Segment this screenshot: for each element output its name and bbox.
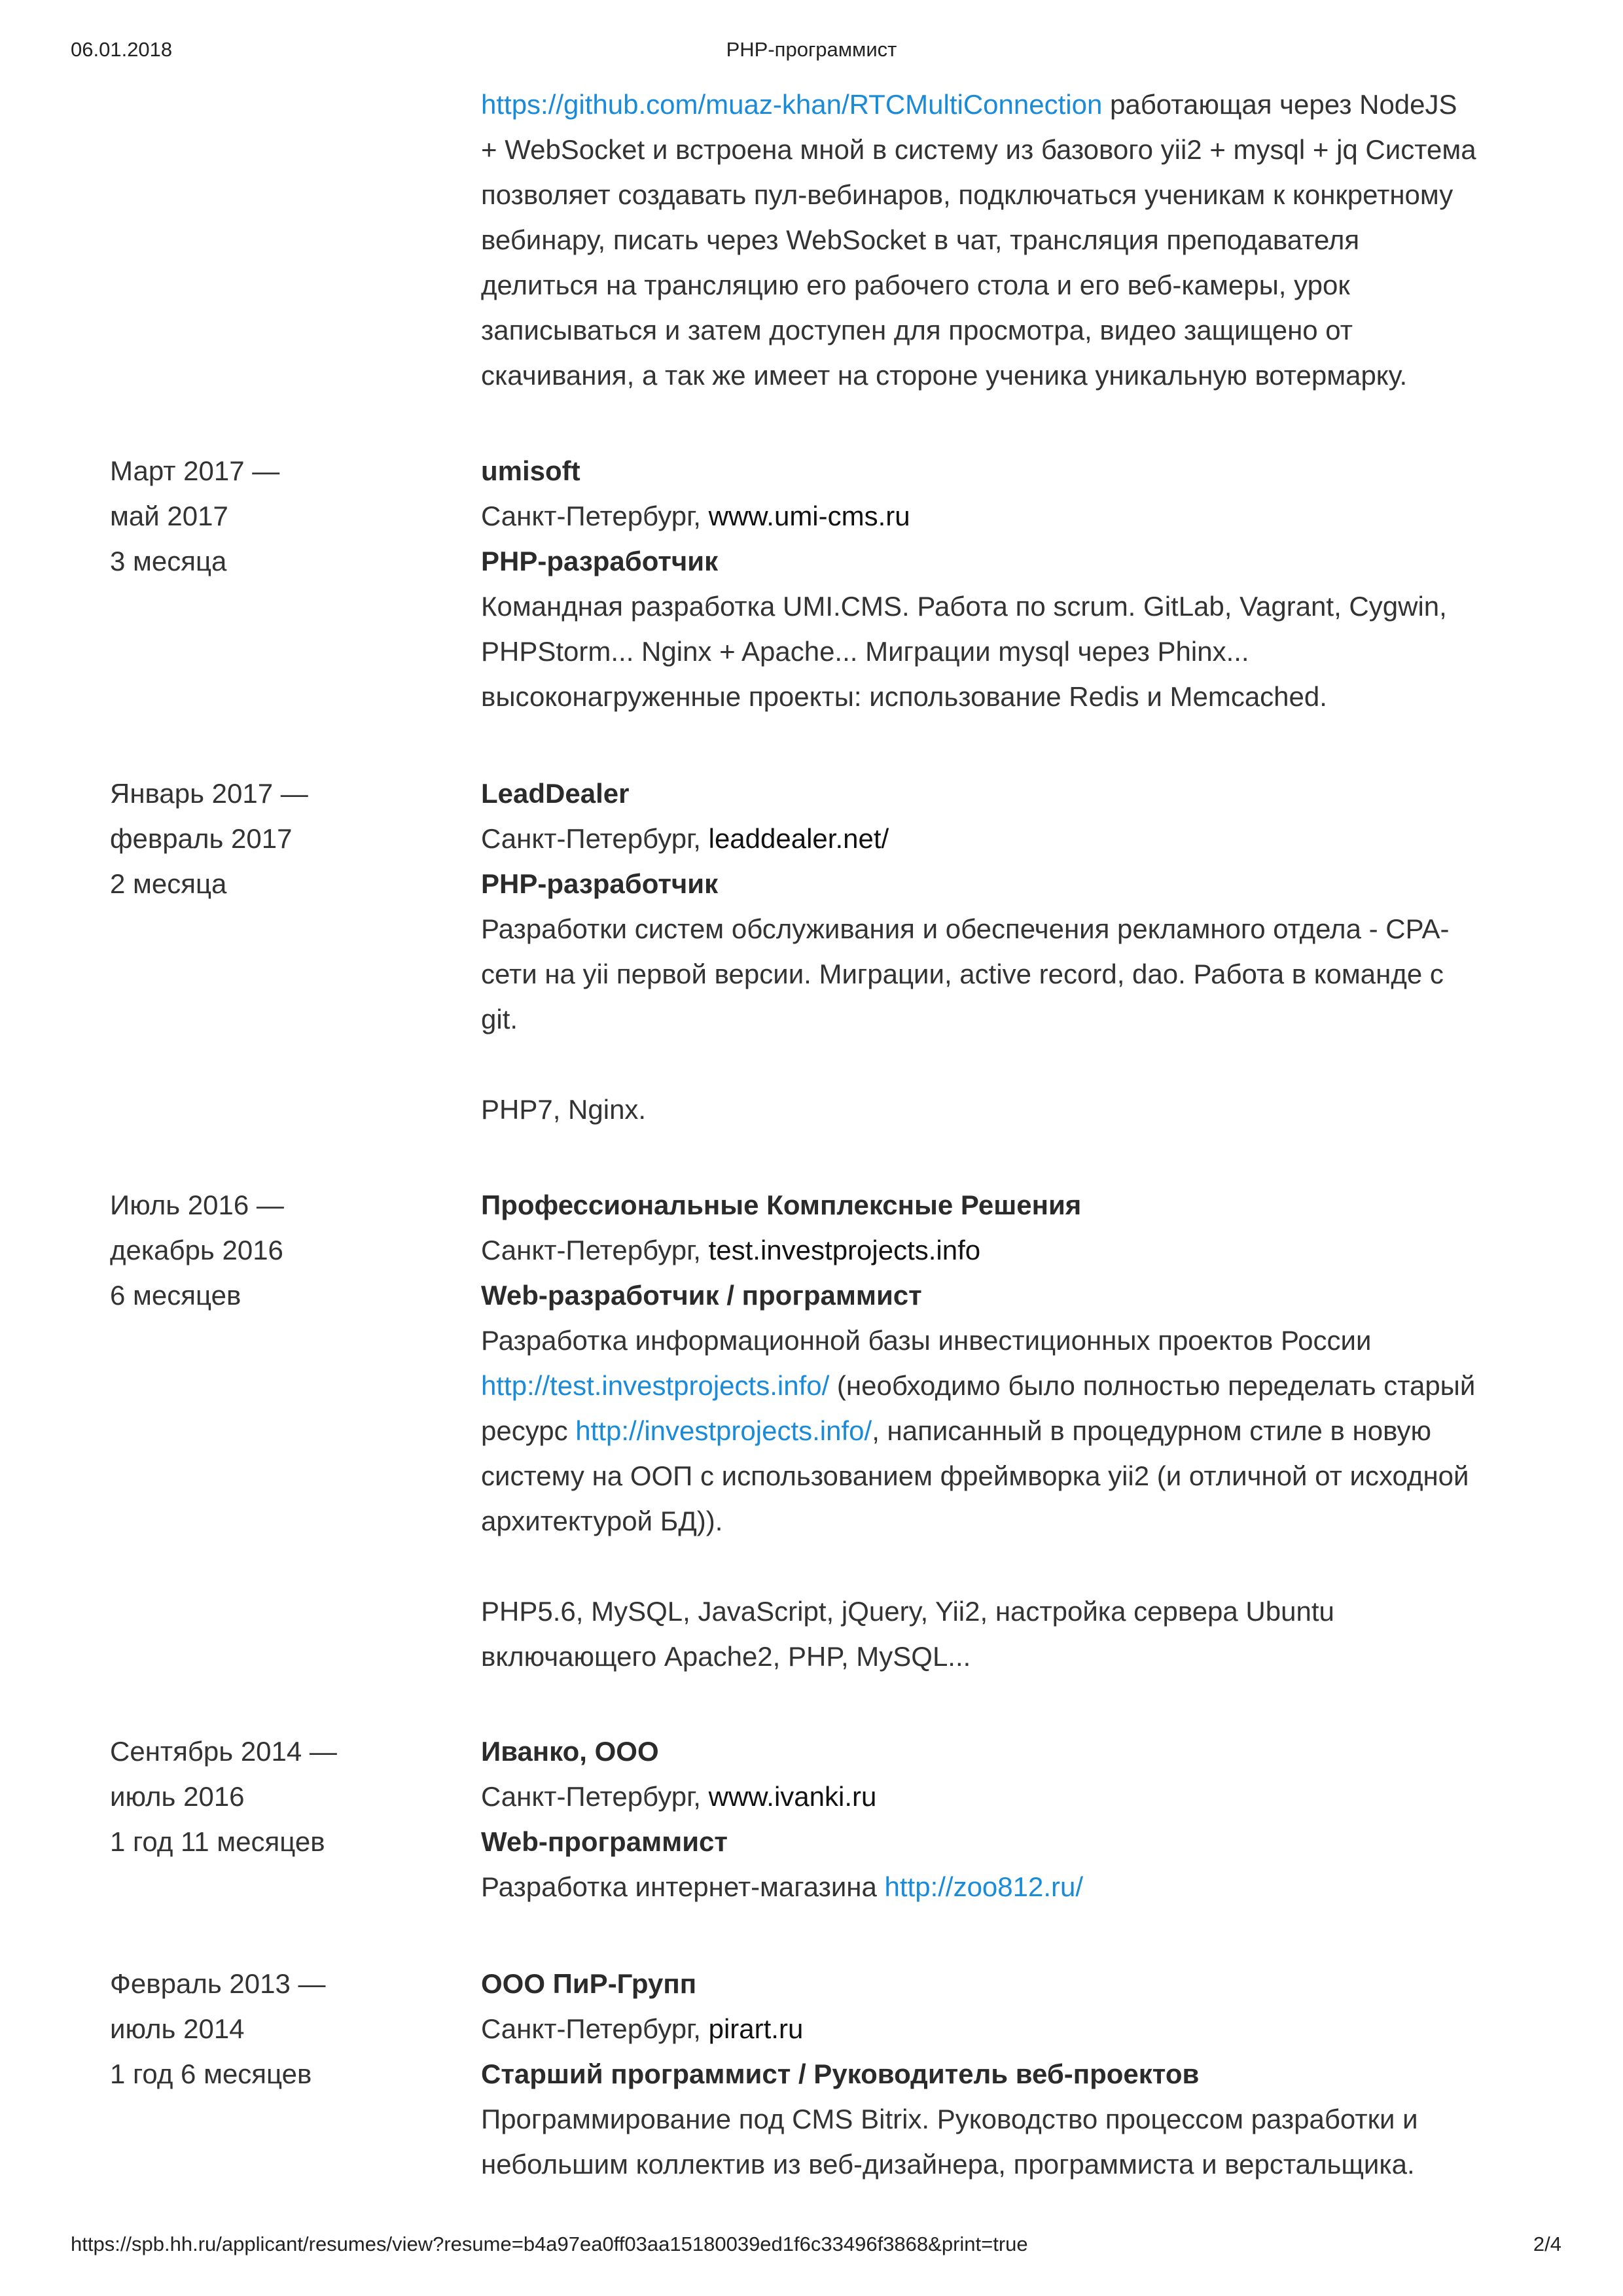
company-site: test.investprojects.info: [708, 1235, 981, 1265]
page-number: 2/4: [1533, 2233, 1561, 2255]
spacer: [481, 1042, 1541, 1087]
job-period: Сентябрь 2014 — июль 2016 1 год 11 месяцев: [110, 1736, 337, 1857]
company-site: www.ivanki.ru: [708, 1781, 877, 1812]
spacer: [481, 1544, 1541, 1589]
job-period: Июль 2016 — декабрь 2016 6 месяцев: [110, 1190, 284, 1311]
job-location: Санкт-Петербург, leaddealer.net/: [481, 823, 889, 854]
job-details: ООО ПиР-Групп Санкт-Петербург, pirart.ru Старший программист / Руководитель веб-проектов Программирование под CMS Bitrix. Руководство процессом разработки и небольшим коллектив из веб-дизайнера, программиста и верстальщика.: [481, 1961, 1541, 2187]
job-location: Санкт-Петербург, www.umi-cms.ru: [481, 501, 910, 531]
job-location: Санкт-Петербург, test.investprojects.info: [481, 1235, 981, 1265]
job-details: Иванко, ООО Санкт-Петербург, www.ivanki.ru Web-программист Разработка интернет-магазина http://zoo812.ru/: [481, 1729, 1541, 1909]
job-period: Март 2017 — май 2017 3 месяца: [110, 455, 280, 576]
zoo812-link[interactable]: http://zoo812.ru/: [884, 1871, 1084, 1902]
job-details: Профессиональные Комплексные Решения Санкт-Петербург, test.investprojects.info Web-разработчик / программист Разработка информационной базы инвестиционных проектов России http://test.investprojects.info/ (необходимо было полностью переделать старый ресурс http://investprojects.info/, написанный в процедурном стиле в новую систему на ООП с использованием фреймворка yii2 (и отличной от исходной архитектурой БД)). PHP5.6, MySQL, JavaScript, jQuery, Yii2, настройка сервера Ubuntu включающего Apache2, PHP, MySQL...: [481, 1182, 1541, 1679]
company-name: umisoft: [481, 455, 580, 486]
print-date: 06.01.2018: [71, 38, 173, 61]
page-title: PHP-программист: [726, 38, 897, 61]
job-position: PHP-разработчик: [481, 868, 719, 899]
job-position: Старший программист / Руководитель веб-проектов: [481, 2058, 1200, 2089]
investprojects-test-link[interactable]: http://test.investprojects.info/: [481, 1370, 830, 1401]
job-tech: включающего Apache2, PHP, MySQL...: [481, 1641, 971, 1672]
job-period: Февраль 2013 — июль 2014 1 год 6 месяцев: [110, 1968, 326, 2089]
company-site: leaddealer.net/: [708, 823, 889, 854]
job-position: PHP-разработчик: [481, 546, 719, 576]
company-name: LeadDealer: [481, 778, 630, 809]
investprojects-link[interactable]: http://investprojects.info/: [575, 1415, 872, 1446]
company-name: ООО ПиР-Групп: [481, 1968, 697, 1999]
company-name: Иванко, ООО: [481, 1736, 659, 1767]
company-site: www.umi-cms.ru: [708, 501, 910, 531]
github-link[interactable]: https://github.com/muaz-khan/RTCMultiConnection: [481, 89, 1103, 120]
company-site: pirart.ru: [708, 2013, 804, 2044]
job-position: Web-разработчик / программист: [481, 1280, 922, 1311]
job-location: Санкт-Петербург, www.ivanki.ru: [481, 1781, 877, 1812]
footer-url: https://spb.hh.ru/applicant/resumes/view?resume=b4a97ea0ff03aa15180039ed1f6c33496f3868&print=true: [71, 2233, 1028, 2255]
company-name: Профессиональные Комплексные Решения: [481, 1190, 1082, 1220]
job-position: Web-программист: [481, 1826, 728, 1857]
job-tech: PHP7, Nginx.: [481, 1094, 647, 1125]
job-period: Январь 2017 — февраль 2017 2 месяца: [110, 778, 308, 899]
job-details: umisoft Санкт-Петербург, www.umi-cms.ru PHP-разработчик Командная разработка UMI.CMS. Работа по scrum. GitLab, Vagrant, Cygwin, PHPStorm... Nginx + Apache... Миграции mysql через Phinx... высоконагруженные проекты: использование Redis и Memcached.: [481, 448, 1541, 719]
job-details: LeadDealer Санкт-Петербург, leaddealer.net/ PHP-разработчик Разработки систем обслуживания и обеспечения рекламного отдела - CPA- сети на yii первой версии. Миграции, active record, dao. Работа в команде с git. PHP7, Nginx.: [481, 771, 1541, 1132]
intro-text: https://github.com/muaz-khan/RTCMultiConnection работающая через NodeJS + WebSocket и встроена мной в систему из базового yii2 + mysql + jq Система позволяет создавать пул-вебинаров, подключаться ученикам к конкретному вебинару, писать через WebSocket в чат, трансляция преподавателя делиться на трансляцию его рабочего стола и его веб-камеры, урок записываться и затем доступен для просмотра, видео защищено от скачивания, а так же имеет на стороне ученика уникальную вотермарку.: [481, 89, 1476, 391]
job-location: Санкт-Петербург, pirart.ru: [481, 2013, 804, 2044]
job-tech: PHP5.6, MySQL, JavaScript, jQuery, Yii2, настройка сервера Ubuntu: [481, 1596, 1334, 1627]
